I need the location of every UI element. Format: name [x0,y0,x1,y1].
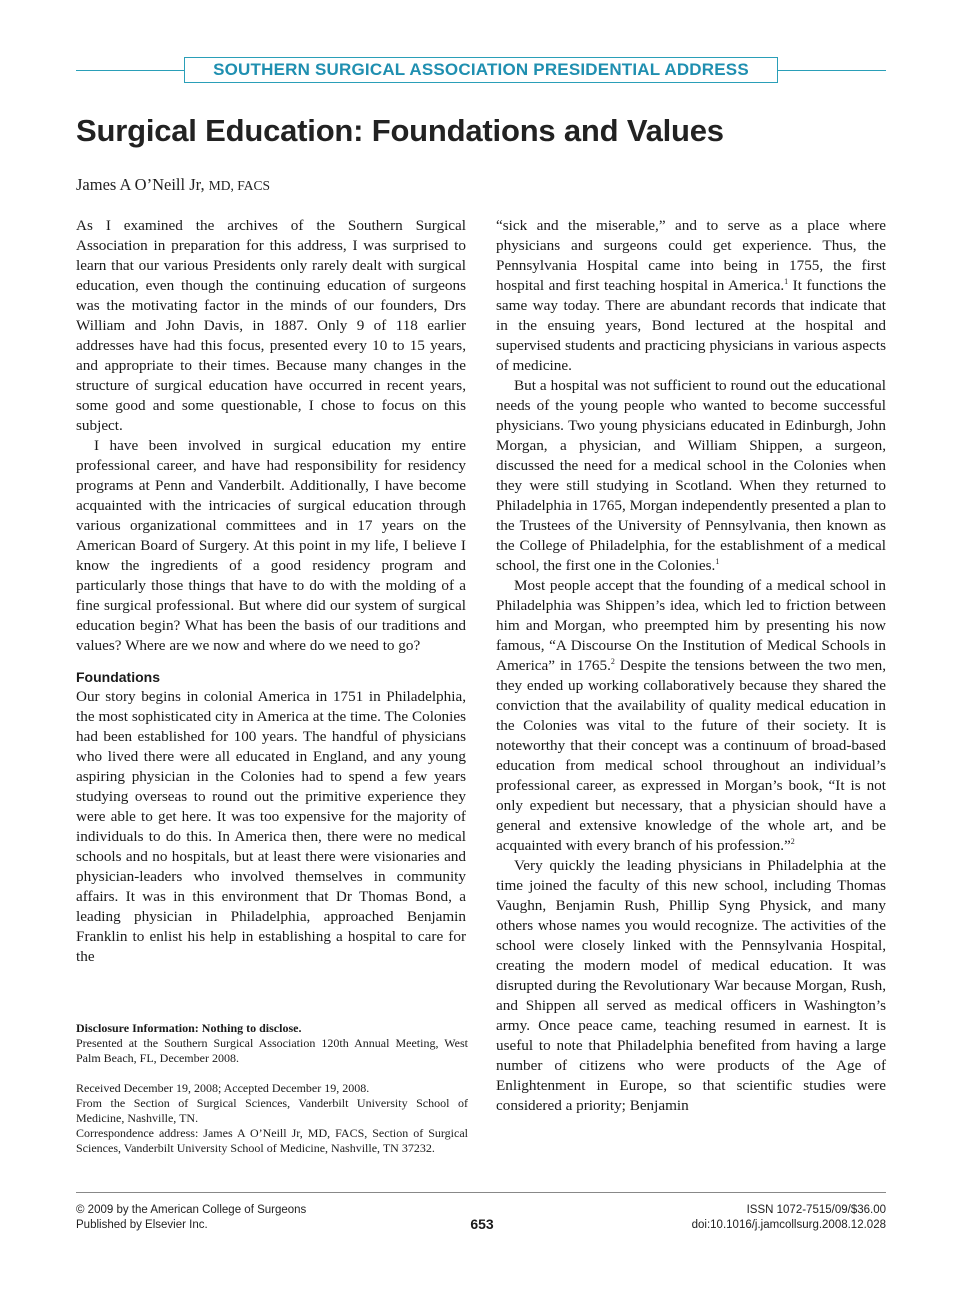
paragraph-text: But a hospital was not sufficient to round out the educational needs of the young people who wanted to become successful physicians. Two young physicians educated in Edinburgh, John Morgan, a physician, and William Shippen, a surgeon, discussed the need for a medical school in the Colonies when they were still studying in Scotland. When they returned to Philadelphia in 1765, Morgan independently presented a plan to the Trustees of the University of Pennsylvania, then known as the College of Philadelphia, for the establishment of a medical school, the first one in the Colonies. [496,377,886,574]
reference-marker: 1 [715,556,720,566]
paragraph-text: “sick and the miserable,” and to serve as a place where physicians and surgeons could get experience. Thus, the Pennsylvania Hospital came into being in 1755, the first hospital and first teaching hospital in America. [496,217,886,294]
paragraph: Our story begins in colonial America in 1751 in Philadelphia, the most sophisticated city in America at the time. The Colonies had been established for 100 years. The handful of physicians who lived there were all educated in England, and any young aspiring physician in the Colonies had to spend a few years studying overseas to round out the primitive experience they were able to get here. It was too expensive for the majority of individuals to do this. In America then, there were no medical schools and no hospitals, but at least there were visionaries and physician-leaders who involved themselves in community affairs. It was in this environment that Dr Thomas Bond, a leading physician in Philadelphia, approached Benjamin Franklin to enlist his help in establishing a hospital to care for the [76,688,466,965]
paragraph: I have been involved in surgical education my entire professional career, and have had responsibility for residency programs at Penn and Vanderbilt. Additionally, I have become acquainted with the intricacies of surgical education through various organizational committees and in 17 years on the American Board of Surgery. At this point in my life, I believe I know the ingredients of a good residency program and particularly those things that have to do with the molding of a fine surgical professional. But where did our system of surgical education begin? What has been the basis of our traditions and values? Where are we now and where do we need to go? [76,437,466,654]
doi-text: doi:10.1016/j.jamcollsurg.2008.12.028 [691,1219,886,1231]
section-heading: Foundations [76,669,160,685]
paragraph-text: It functions the same way today. There are abundant records that indicate that in the ensuing years, Bond lectured at the hospital and supervised students and practicing physicians in various aspects of medicine. [496,277,887,374]
footer-left [76,1203,306,1233]
paragraph [496,216,886,376]
paragraph-text: Despite the tensions between the two men, they ended up working collaboratively because they shared the conviction that the availability of quality medical education in the Colonies was vital to the future of their society. It is noteworthy that their concept was a continuum of broad-based education from medical school throughout an individual’s professional career, as expressed in Morgan’s book, “It is not only expedient but necessary, that a physician should have a general and extensive knowledge of the whole art, and be acquainted with every branch of his profession.” [496,657,886,854]
author-degrees: MD, FACS [208,178,270,193]
banner-rule-right [778,70,886,71]
section-banner: SOUTHERN SURGICAL ASSOCIATION PRESIDENTIAL ADDRESS [184,57,778,83]
article-info-notes [76,1081,468,1156]
paragraph-text: Most people accept that the founding of a medical school in Philadelphia was Shippen’s idea, which led to friction between him and Morgan, who preempted him by presenting his now famous, “A Discourse On the Institution of Medical Schools in America” in 1765. [496,577,886,674]
page-number: 653 [470,1216,494,1232]
paragraph [496,576,886,856]
footer-rule [76,1192,886,1193]
author-name: James A O’Neill Jr, [76,175,205,194]
publisher-text: Published by Elsevier Inc. [76,1219,208,1231]
copyright-text: © 2009 by the American College of Surgeons [76,1204,307,1216]
author-line [76,175,270,195]
reference-marker: 2 [790,836,795,846]
footer-right [692,1203,886,1233]
banner-rule-left [76,70,184,71]
presented-note: Presented at the Southern Surgical Association 120th Annual Meeting, West Palm Beach, FL, December 2008. [76,1036,468,1065]
paragraph: Very quickly the leading physicians in Philadelphia at the time joined the faculty of this new school, including Thomas Vaughn, Benjamin Rush, Phillip Syng Physick, and many others whose names you would recognize. The activities of the school were closely linked with the Pennsylvania Hospital, creating the modern model of medical education. It was disrupted during the Revolutionary War because Morgan, Rush, and Shippen all served as medical officers in Washington’s army. Once peace came, teaching resumed in earnest. It is useful to note that Philadelphia benefited from having a large number of citizens who were products of the Age of Enlightenment in Europe, so that scientific studies were considered a priority; Benjamin [496,857,886,1114]
correspondence-note: Correspondence address: James A O’Neill Jr, MD, FACS, Section of Surgical Sciences, Vanderbilt University School of Medicine, Nashville, TN 37232. [76,1126,468,1155]
paragraph [496,376,886,576]
received-note: Received December 19, 2008; Accepted December 19, 2008. [76,1081,370,1095]
reference-marker: 1 [784,276,789,286]
right-column [496,216,886,1116]
left-column [76,216,466,967]
disclosure-notes [76,1021,468,1066]
reference-marker: 2 [610,656,615,666]
disclosure-label: Disclosure Information: Nothing to disclose. [76,1021,302,1035]
affiliation-note: From the Section of Surgical Sciences, Vanderbilt University School of Medicine, Nashville, TN. [76,1096,468,1125]
paragraph: As I examined the archives of the Southern Surgical Association in preparation for this address, I was surprised to learn that our various Presidents only rarely dealt with surgical education, even though the continuing education of surgeons was the motivating factor in the minds of our founders, Drs William and John Davis, in 1887. Only 9 of 118 earlier addresses have had this focus, presented every 10 to 15 years, and appropriate to their times. Because many changes in the structure of surgical education have occurred in recent years, some good and some questionable, I chose to focus on this subject. [76,217,466,434]
article-title: Surgical Education: Foundations and Values [76,113,724,148]
issn-text: ISSN 1072-7515/09/$36.00 [746,1204,886,1216]
